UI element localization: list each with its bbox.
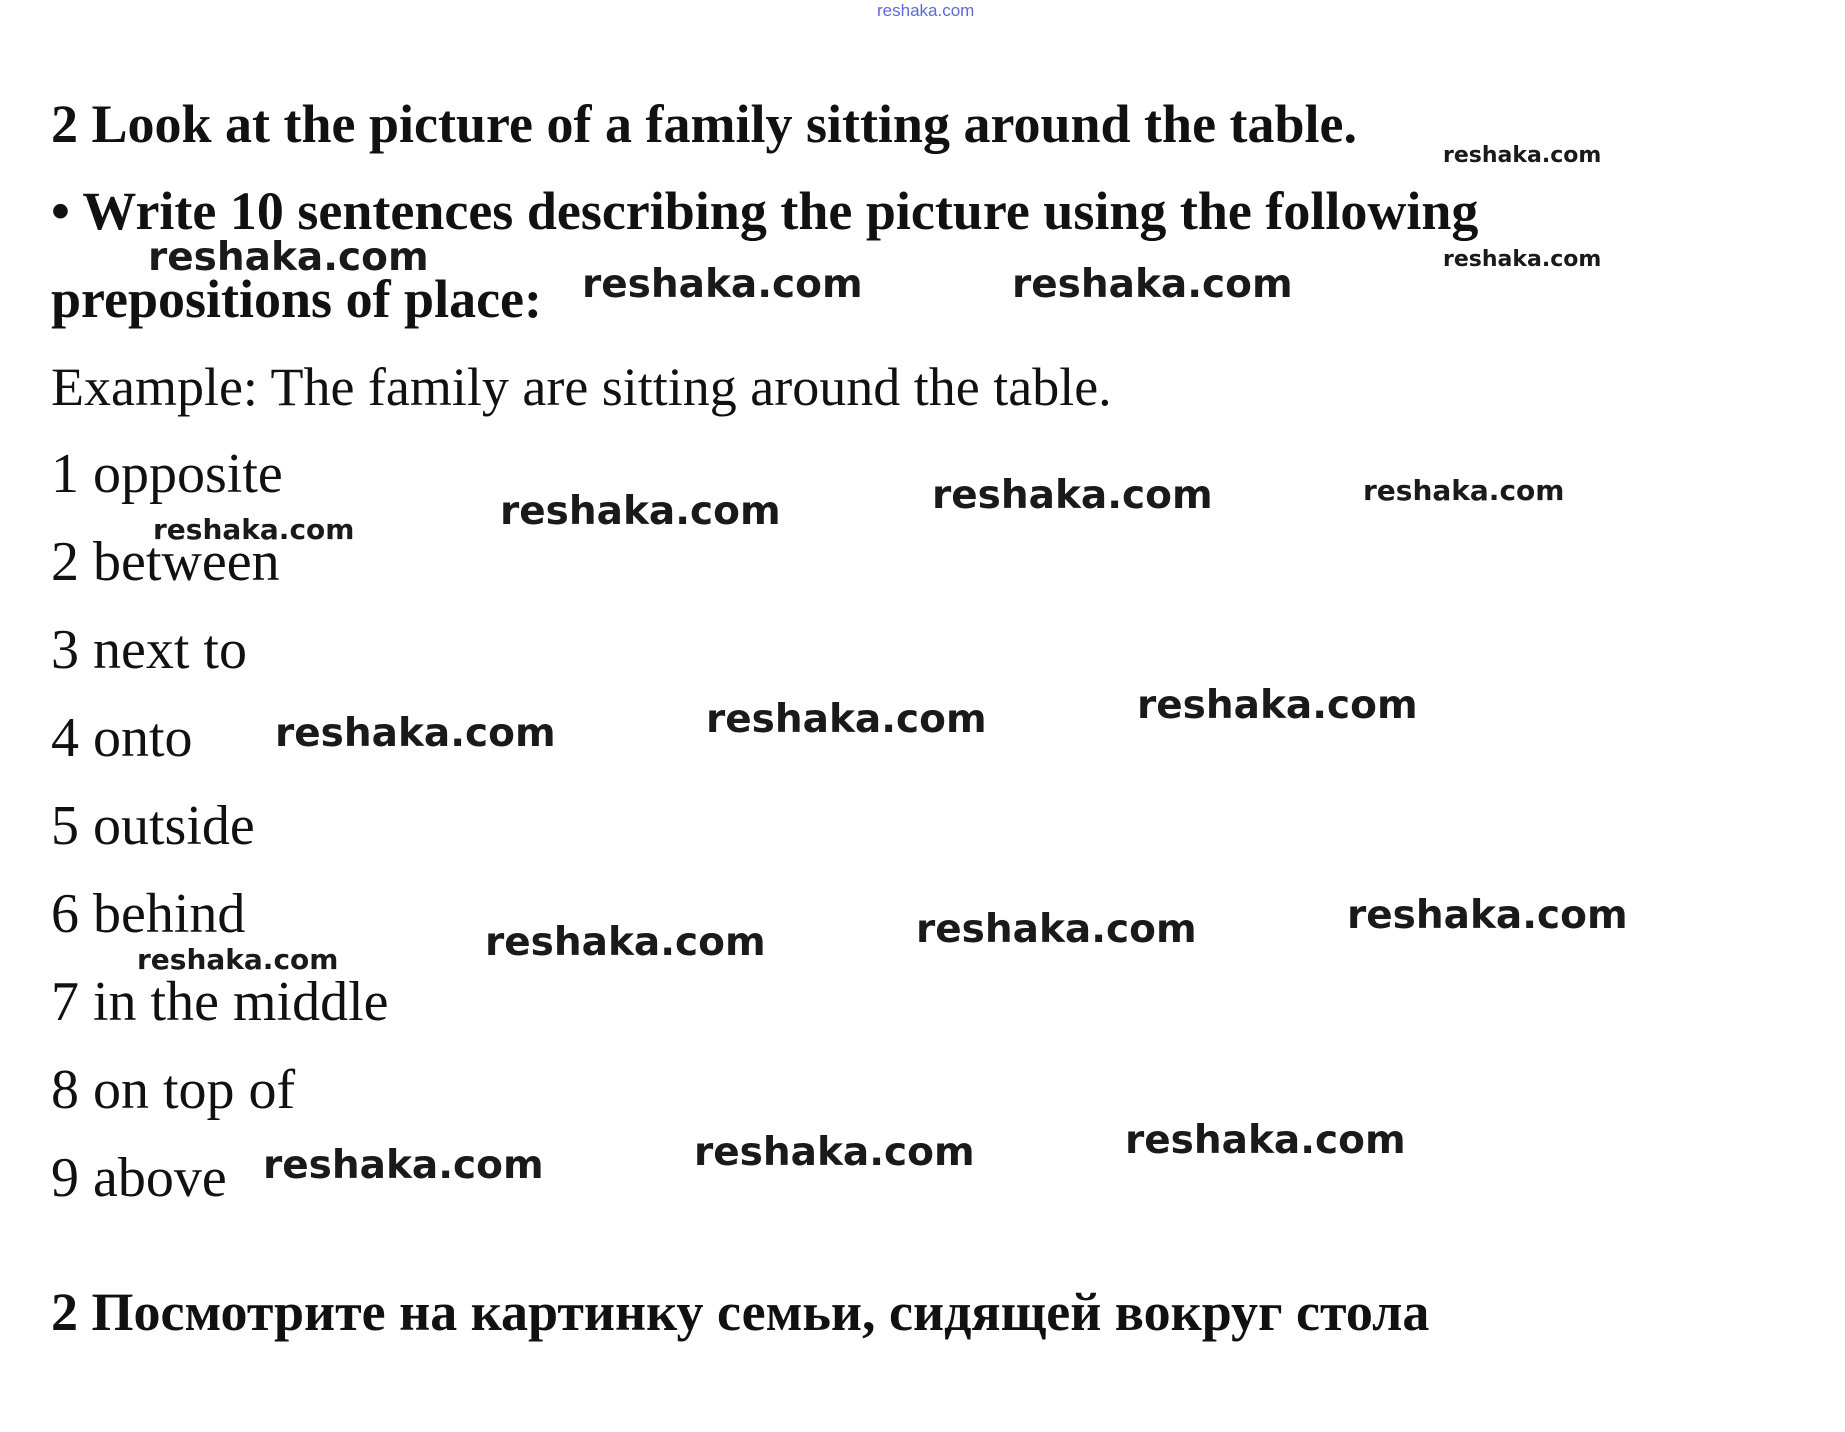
list-item: 9 above xyxy=(51,1147,227,1209)
watermark: reshaka.com xyxy=(694,1130,975,1175)
task-instruction-line-2: prepositions of place: xyxy=(51,269,543,329)
watermark: reshaka.com xyxy=(1443,247,1602,272)
watermark: reshaka.com xyxy=(485,920,766,965)
watermark: reshaka.com xyxy=(263,1143,544,1188)
list-item: 4 onto xyxy=(51,707,193,769)
list-item: 5 outside xyxy=(51,795,255,857)
list-item: 7 in the middle xyxy=(51,971,389,1033)
watermark: reshaka.com xyxy=(275,711,556,756)
watermark: reshaka.com xyxy=(1363,474,1565,507)
task-example: Example: The family are sitting around the table. xyxy=(51,357,1112,417)
watermark: reshaka.com xyxy=(916,907,1197,952)
task-instruction-line-1: • Write 10 sentences describing the picture using the following xyxy=(51,181,1479,241)
list-item: 6 behind xyxy=(51,883,246,945)
watermark: reshaka.com xyxy=(137,943,339,976)
list-item: 1 opposite xyxy=(51,443,283,505)
list-item: 8 on top of xyxy=(51,1059,296,1121)
watermark: reshaka.com xyxy=(706,697,987,742)
watermark: reshaka.com xyxy=(1443,143,1602,168)
watermark: reshaka.com xyxy=(148,235,429,280)
watermark: reshaka.com xyxy=(1125,1118,1406,1163)
watermark: reshaka.com xyxy=(1347,893,1628,938)
top-watermark: reshaka.com xyxy=(877,1,975,20)
watermark: reshaka.com xyxy=(1137,683,1418,728)
watermark: reshaka.com xyxy=(582,262,863,307)
list-item: 2 between xyxy=(51,531,280,593)
watermark: reshaka.com xyxy=(500,489,781,534)
translation-heading: 2 Посмотрите на картинку семьи, сидящей вокруг стола xyxy=(51,1282,1430,1342)
list-item: 3 next to xyxy=(51,619,247,681)
watermark: reshaka.com xyxy=(153,513,355,546)
task-heading: 2 Look at the picture of a family sitting around the table. xyxy=(51,94,1358,154)
watermark: reshaka.com xyxy=(932,473,1213,518)
watermark: reshaka.com xyxy=(1012,262,1293,307)
